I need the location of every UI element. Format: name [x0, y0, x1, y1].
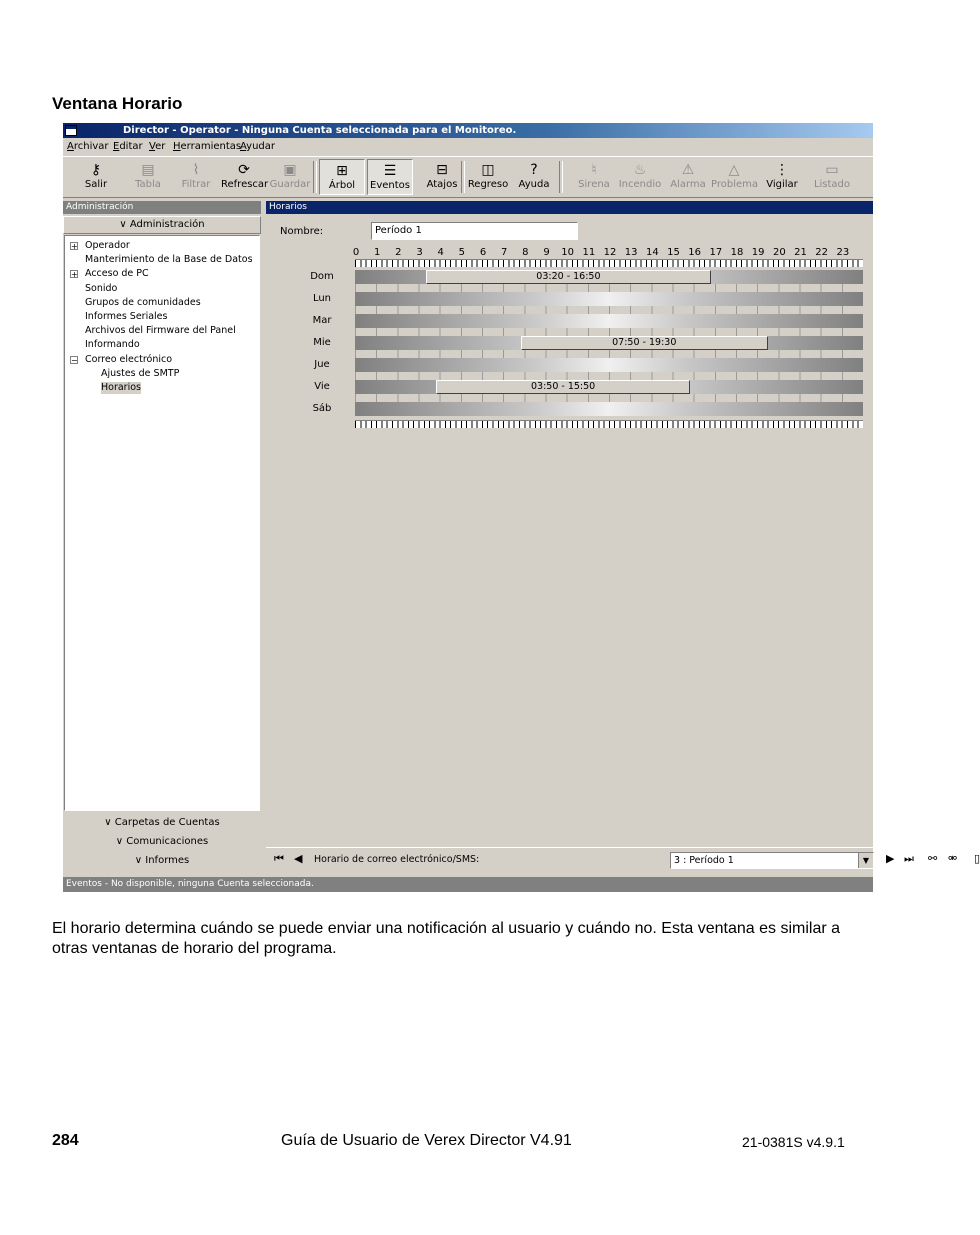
- toolbar-button-label: Salir: [84, 179, 108, 190]
- hour-gridlines: [355, 306, 863, 314]
- toolbar-button-label: Árbol: [328, 180, 356, 191]
- folder-informes[interactable]: [63, 852, 261, 870]
- toolbar-button-label: Vigilar: [766, 179, 798, 190]
- toolbar-button-11[interactable]: [617, 159, 663, 195]
- folder-comunicaciones-label: Comunicaciones: [126, 836, 209, 847]
- toolbar-button-6[interactable]: [367, 159, 413, 195]
- toolbar-button-label: Tabla: [135, 179, 161, 190]
- hour-label: 7: [500, 247, 508, 258]
- day-label: Dom: [310, 271, 334, 282]
- hour-label: 4: [437, 247, 444, 258]
- day-label: Jue: [314, 359, 330, 370]
- menu-herramientas[interactable]: Herramientas: [173, 141, 242, 152]
- hour-gridlines: [355, 350, 863, 358]
- hour-label: 15: [667, 247, 680, 258]
- chevron-down-icon: ∨: [104, 817, 115, 828]
- toolbar-button-label: Listado: [813, 179, 851, 190]
- help-icon: ?: [530, 162, 538, 178]
- watch-icon: ⋮: [775, 162, 789, 178]
- admin-tree[interactable]: [64, 235, 260, 811]
- tree-item[interactable]: Acceso de PC: [85, 268, 149, 280]
- hour-label: 2: [395, 247, 402, 258]
- folder-carpetas[interactable]: [63, 814, 261, 832]
- find-next-icon[interactable]: ⚮: [948, 852, 958, 865]
- list-icon: ▭: [825, 162, 839, 178]
- name-input[interactable]: Período 1: [371, 222, 578, 240]
- hour-label: 14: [645, 247, 659, 258]
- menu-editar[interactable]: Editar: [113, 141, 143, 152]
- hour-gridlines: [355, 328, 863, 336]
- toolbar-button-label: Eventos: [370, 180, 410, 191]
- tree-item[interactable]: Operador: [85, 240, 130, 251]
- toolbar-button-label: Problema: [711, 179, 759, 190]
- day-row[interactable]: [355, 380, 863, 394]
- hour-label: 10: [561, 247, 575, 258]
- chevron-down-icon: ∨: [115, 836, 127, 847]
- hour-ruler-bottom: [355, 420, 863, 428]
- problem-icon: △: [728, 162, 740, 178]
- toolbar-button-label: Filtrar: [181, 179, 211, 190]
- toolbar-button-label: Regreso: [467, 179, 509, 190]
- nav-label: Horario de correo electrónico/SMS:: [314, 854, 480, 865]
- folder-carpetas-label: Carpetas de Cuentas: [114, 817, 220, 828]
- toolbar-button-label: Incendio: [618, 179, 662, 190]
- page-number: 284: [52, 1132, 79, 1149]
- toolbar-button-1[interactable]: [125, 159, 171, 195]
- hour-label: 21: [794, 247, 807, 258]
- day-label: Mie: [313, 337, 331, 348]
- day-label: Lun: [312, 293, 332, 304]
- toolbar-button-2[interactable]: [173, 159, 219, 195]
- admin-section-button[interactable]: [63, 216, 261, 234]
- toolbar-button-8[interactable]: [465, 159, 511, 195]
- toolbar-button-0[interactable]: [73, 159, 119, 195]
- schedule-block[interactable]: 03:50 - 15:50: [436, 380, 690, 394]
- hour-label: 23: [836, 247, 850, 258]
- tree-item[interactable]: Sonido: [85, 282, 118, 294]
- menu-archivar[interactable]: Archivar: [67, 141, 109, 152]
- shortcuts-icon: ⊟: [436, 162, 448, 178]
- body-paragraph: El horario determina cuándo se puede enviar una notificación al usuario y cuándo no. Esta ventana es similar a otras ventanas de horario del programa.: [52, 920, 841, 957]
- hour-gridlines: [355, 284, 863, 292]
- toolbar-button-13[interactable]: [711, 159, 757, 195]
- folder-comunicaciones[interactable]: [63, 833, 261, 851]
- name-label: Nombre:: [280, 226, 324, 237]
- next-record-icon[interactable]: ▶: [886, 852, 895, 865]
- day-label: Mar: [312, 315, 332, 326]
- folder-informes-label: Informes: [145, 855, 190, 866]
- first-record-icon[interactable]: ⏮: [274, 852, 284, 865]
- day-label: Vie: [314, 381, 330, 392]
- hour-label: 8: [522, 247, 529, 258]
- toolbar: [63, 156, 873, 198]
- tree-item[interactable]: Horarios: [101, 382, 141, 393]
- prev-record-icon[interactable]: ◀: [294, 852, 303, 865]
- siren-icon: ♮: [591, 162, 597, 178]
- tree-item[interactable]: Correo electrónico: [85, 353, 173, 365]
- schedule-select-value: 3 : Período 1: [674, 855, 734, 866]
- hour-label: 9: [543, 247, 550, 258]
- toolbar-button-5[interactable]: [319, 159, 365, 195]
- schedule-block[interactable]: 03:20 - 16:50: [426, 270, 712, 284]
- hour-label: 1: [373, 247, 381, 258]
- toolbar-button-label: Sirena: [578, 179, 610, 190]
- alarm-icon: ⚠: [681, 162, 695, 178]
- tree-item[interactable]: Grupos de comunidades: [85, 296, 201, 308]
- toolbar-separator: [461, 161, 465, 193]
- admin-section-label: Administración: [129, 219, 205, 230]
- back-icon: ◫: [481, 162, 495, 178]
- day-row[interactable]: [355, 292, 863, 306]
- record-navigator: [266, 847, 980, 870]
- toolbar-button-label: Atajos: [426, 179, 458, 190]
- day-row[interactable]: [355, 402, 863, 416]
- toolbar-button-label: Refrescar: [221, 179, 269, 190]
- app-icon: [65, 125, 77, 136]
- toolbar-button-9[interactable]: [511, 159, 557, 195]
- toolbar-button-7[interactable]: [419, 159, 465, 195]
- hour-label: 13: [624, 247, 638, 258]
- hour-label: 22: [815, 247, 829, 258]
- events-icon: ☰: [383, 163, 397, 179]
- menu-ver[interactable]: Ver: [149, 141, 166, 152]
- toolbar-button-15[interactable]: [809, 159, 855, 195]
- chevron-down-icon[interactable]: ▼: [858, 853, 873, 868]
- schedule-select[interactable]: [670, 852, 874, 869]
- menu-ayudar[interactable]: Ayudar: [240, 141, 276, 152]
- hour-label: 19: [751, 247, 765, 258]
- fire-icon: ♨: [633, 162, 647, 178]
- binoculars-icon[interactable]: ⚯: [928, 852, 938, 865]
- window-title: Director - Operator - Ninguna Cuenta seleccionada para el Monitoreo.: [123, 125, 517, 136]
- day-label: Sáb: [312, 403, 332, 414]
- toolbar-button-4[interactable]: [267, 159, 313, 195]
- footer-title: Guía de Usuario de Verex Director V4.91: [281, 1132, 572, 1149]
- chevron-down-icon: ∨: [119, 219, 130, 230]
- hour-label: 18: [730, 247, 744, 258]
- day-row[interactable]: [355, 358, 863, 372]
- tree-item[interactable]: Ajustes de SMTP: [101, 367, 180, 379]
- doc-code: 21-0381S v4.9.1: [742, 1134, 845, 1150]
- collapse-icon[interactable]: −: [71, 355, 78, 365]
- hour-label: 6: [479, 247, 487, 258]
- toolbar-button-label: Guardar: [269, 179, 311, 190]
- hour-label: 16: [688, 247, 702, 258]
- hour-label: 20: [772, 247, 786, 258]
- section-heading: Ventana Horario: [52, 94, 183, 113]
- filter-icon: ⌇: [192, 162, 200, 178]
- new-record-icon[interactable]: ▯: [974, 852, 980, 865]
- hour-label: 17: [709, 247, 723, 258]
- tree-item[interactable]: Informando: [85, 339, 140, 351]
- tree-icon: ⊞: [336, 163, 348, 179]
- expand-icon[interactable]: +: [71, 270, 78, 280]
- chevron-down-icon: ∨: [134, 855, 146, 866]
- menu-bar: [63, 139, 873, 155]
- tree-item[interactable]: Archivos del Firmware del Panel: [85, 325, 236, 337]
- toolbar-button-label: Ayuda: [518, 179, 550, 190]
- title-bar[interactable]: [63, 123, 873, 138]
- hour-label: 12: [603, 247, 617, 258]
- toolbar-button-10[interactable]: [571, 159, 617, 195]
- key-icon: ⚷: [90, 162, 102, 178]
- toolbar-separator: [559, 161, 563, 193]
- hour-label: 3: [416, 247, 423, 258]
- hour-gridlines: [355, 372, 863, 380]
- right-pane-header: Horarios: [266, 201, 873, 214]
- day-row[interactable]: [355, 336, 863, 350]
- toolbar-button-12[interactable]: [665, 159, 711, 195]
- tree-item[interactable]: Informes Seriales: [85, 311, 168, 322]
- toolbar-separator: [313, 161, 317, 193]
- toolbar-button-3[interactable]: [221, 159, 267, 195]
- expand-icon[interactable]: +: [71, 242, 78, 251]
- left-pane-header: Administración: [63, 201, 261, 214]
- last-record-icon[interactable]: ⏭: [904, 852, 914, 865]
- toolbar-button-14[interactable]: [759, 159, 805, 195]
- save-icon: ▣: [283, 162, 297, 178]
- table-icon: ▤: [141, 162, 155, 178]
- status-bar: Eventos - No disponible, ninguna Cuenta seleccionada.: [63, 877, 873, 892]
- refresh-icon: ⟳: [238, 162, 250, 178]
- hour-label: 0: [352, 247, 360, 258]
- director-window: [63, 123, 980, 892]
- day-row[interactable]: [355, 270, 863, 284]
- schedule-block[interactable]: 07:50 - 19:30: [521, 336, 768, 350]
- hour-ruler-top: [355, 259, 863, 267]
- hour-label: 11: [582, 247, 596, 258]
- hour-label: 5: [458, 247, 466, 258]
- tree-item[interactable]: Manterimiento de la Base de Datos: [85, 254, 253, 266]
- toolbar-button-label: Alarma: [670, 179, 706, 190]
- day-row[interactable]: [355, 314, 863, 328]
- hour-gridlines: [355, 394, 863, 402]
